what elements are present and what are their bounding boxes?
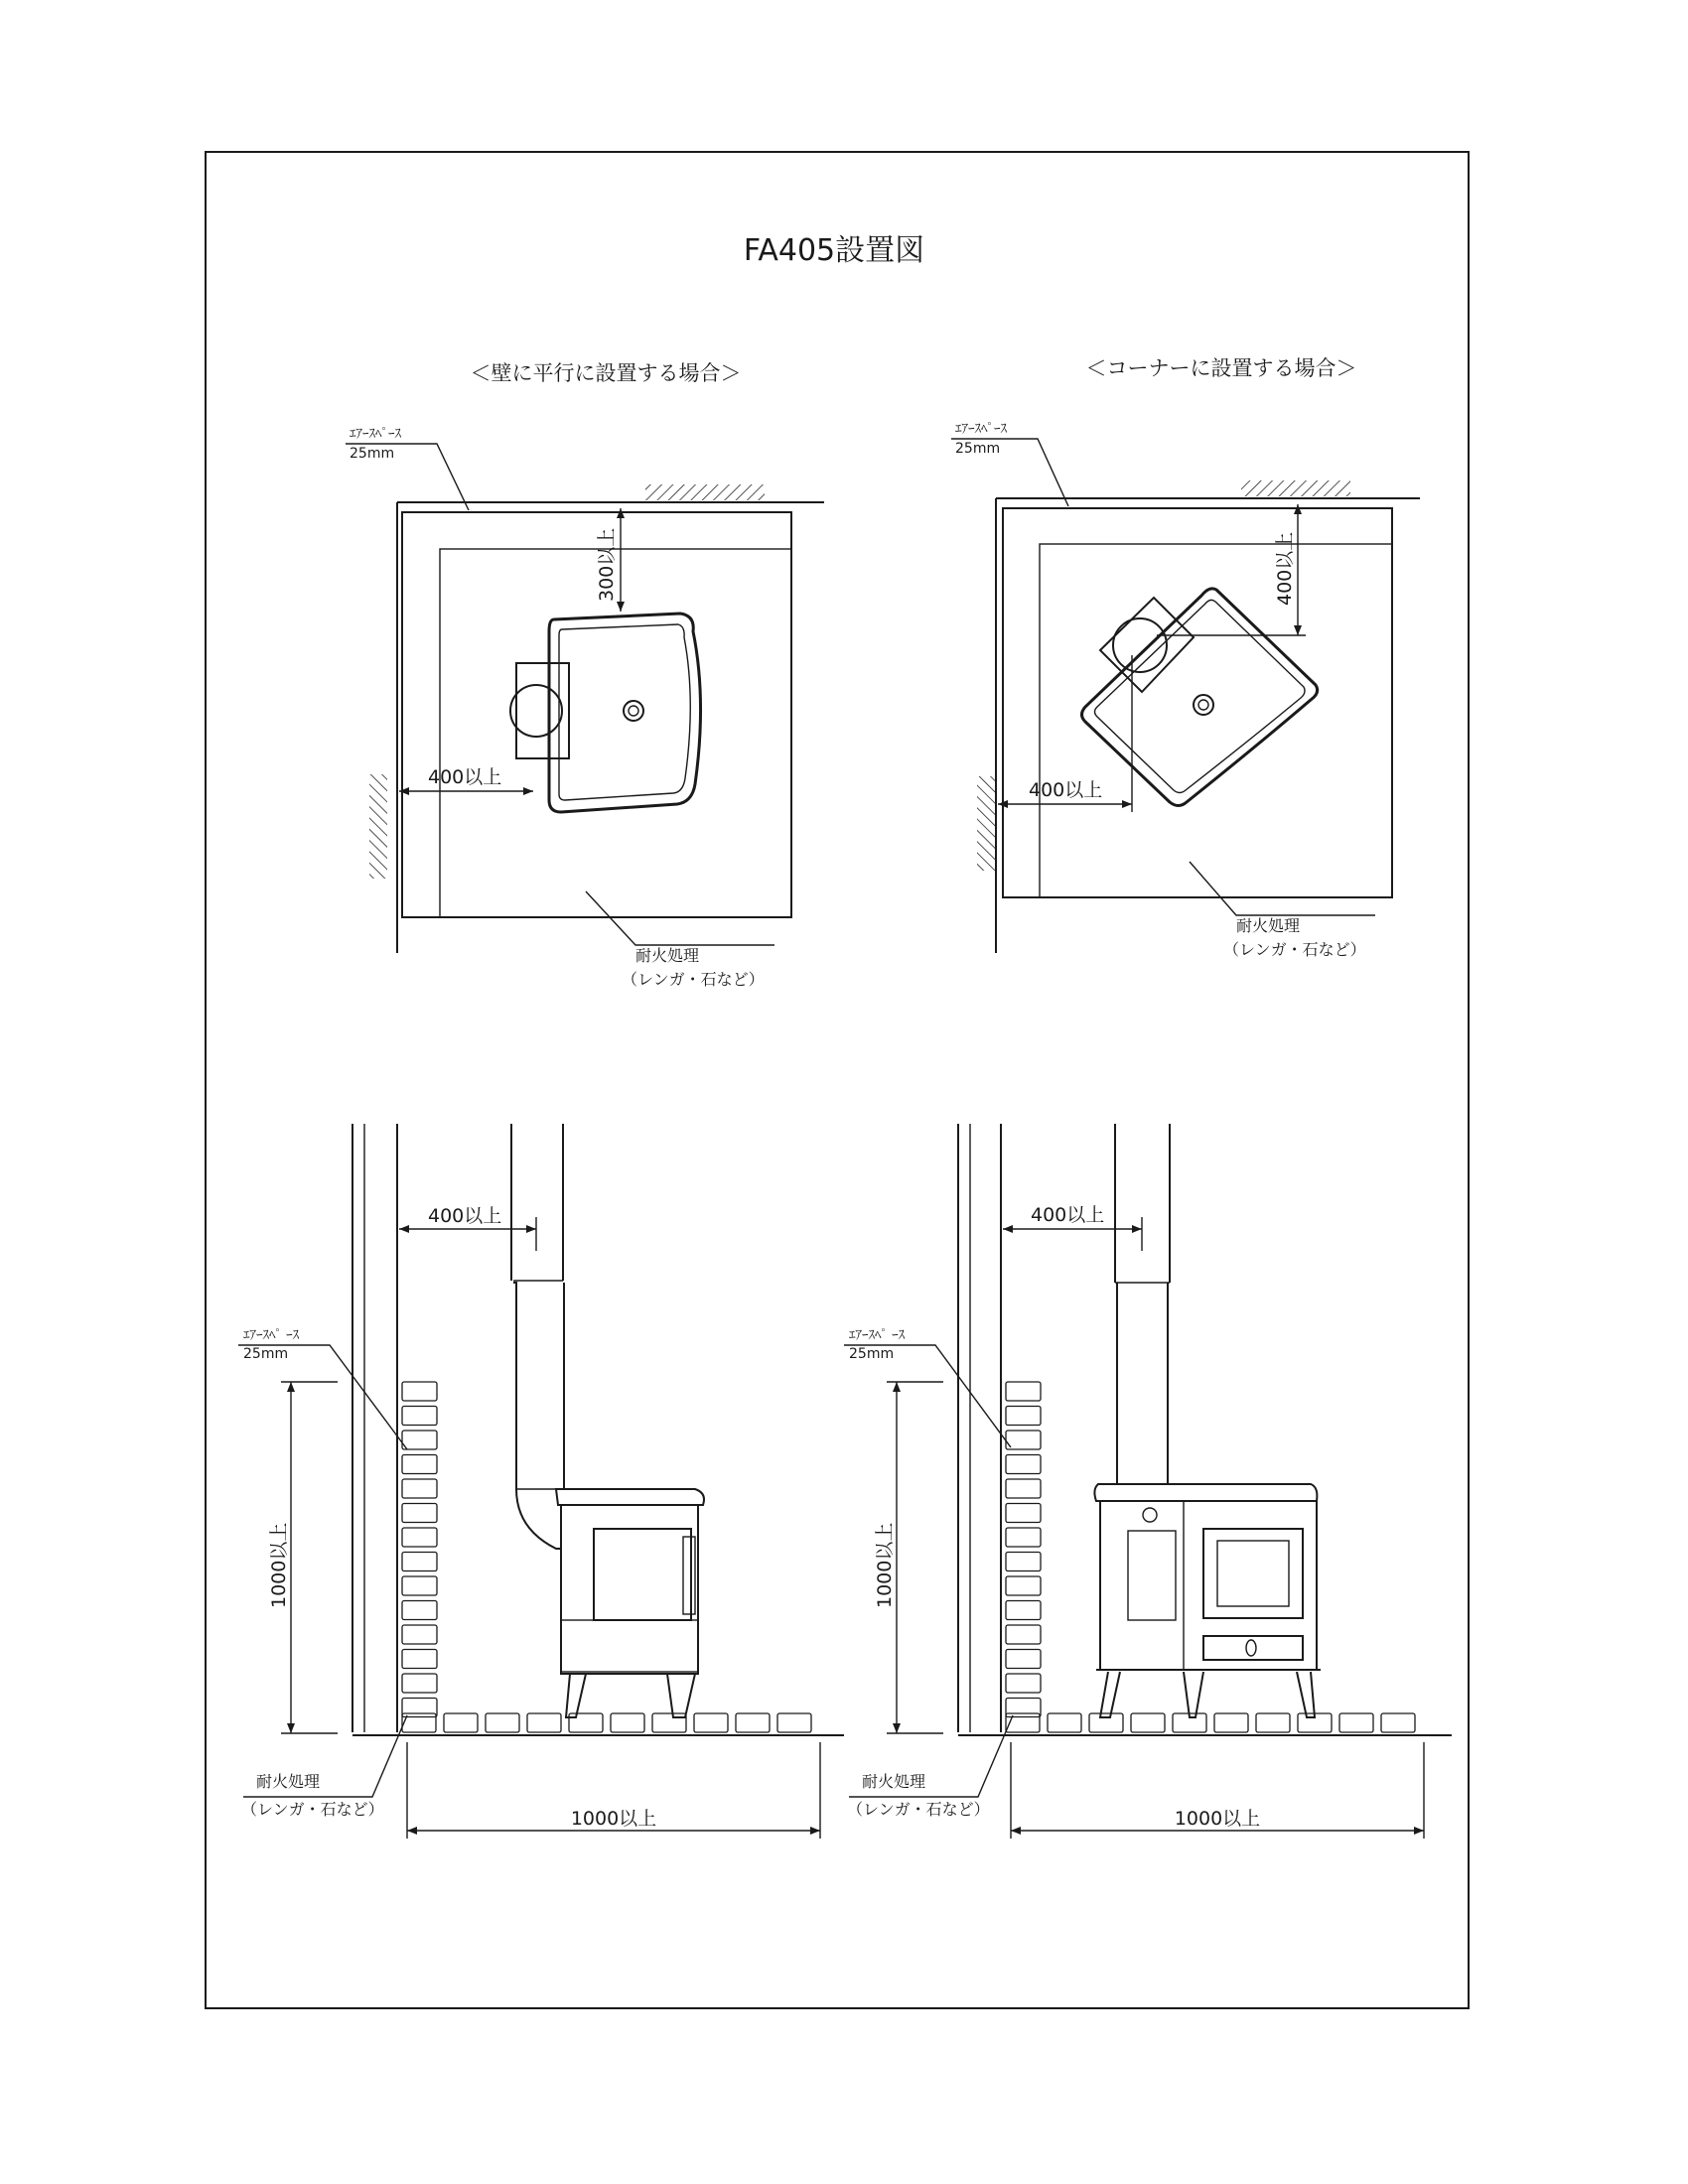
brick xyxy=(1006,1431,1041,1449)
corner-fireproof-inner xyxy=(1040,544,1392,897)
brick xyxy=(402,1455,437,1474)
parallel-air-space-label: ｴｱｰｽﾍﾟｰｽ xyxy=(350,427,401,442)
brick xyxy=(1006,1382,1041,1401)
front-floor-arrow-right xyxy=(1414,1827,1424,1835)
front-fireproof-label: 耐火処理 xyxy=(862,1772,926,1791)
side-top-arrow-left xyxy=(399,1225,409,1233)
parallel-back-clearance: 300以上 xyxy=(596,527,618,602)
parallel-side-arrow-left xyxy=(399,787,409,795)
brick xyxy=(402,1576,437,1595)
floor-brick xyxy=(527,1713,561,1732)
corner-wall-hatch-left xyxy=(977,776,995,871)
front-air-space-value: 25mm xyxy=(849,1346,895,1362)
side-air-space-label: ｴｱｰｽﾍﾟ ｰｽ xyxy=(243,1328,300,1343)
front-stove-leg-mid xyxy=(1184,1672,1203,1717)
floor-brick xyxy=(1256,1713,1290,1732)
parallel-side-clearance: 400以上 xyxy=(428,766,502,788)
brick xyxy=(1006,1650,1041,1669)
front-top-clearance: 400以上 xyxy=(1031,1204,1105,1226)
side-fireproof-label: 耐火処理 xyxy=(256,1772,321,1791)
floor-brick xyxy=(1214,1713,1248,1732)
corner-fireproof-outer xyxy=(1003,508,1392,897)
brick xyxy=(1006,1528,1041,1547)
side-floor-arrow-right xyxy=(810,1827,820,1835)
brick xyxy=(402,1431,437,1449)
front-stove-ashpan-handle xyxy=(1246,1640,1256,1656)
corner-back-clearance: 400以上 xyxy=(1274,531,1296,606)
brick xyxy=(402,1504,437,1523)
parallel-heading: ＜壁に平行に設置する場合＞ xyxy=(470,361,742,385)
front-top-arrow-right xyxy=(1132,1225,1142,1233)
corner-wall-hatch-top xyxy=(1241,480,1350,496)
parallel-fireproof-inner xyxy=(440,549,791,917)
front-floor-width: 1000以上 xyxy=(1174,1808,1261,1830)
side-stove-window xyxy=(594,1529,691,1620)
brick xyxy=(1006,1601,1041,1620)
plan-parallel xyxy=(346,361,824,989)
brick xyxy=(402,1674,437,1693)
brick xyxy=(402,1528,437,1547)
brick xyxy=(402,1479,437,1498)
front-stove-window-inner xyxy=(1217,1541,1289,1606)
parallel-air-space-value: 25mm xyxy=(350,446,395,462)
front-height: 1000以上 xyxy=(874,1522,896,1608)
parallel-flue-circle xyxy=(510,685,562,737)
front-floor-bricks xyxy=(1006,1713,1415,1732)
floor-brick xyxy=(1048,1713,1081,1732)
floor-brick xyxy=(569,1713,603,1732)
floor-brick xyxy=(611,1713,644,1732)
side-stove-base xyxy=(561,1620,698,1672)
side-floor-arrow-left xyxy=(407,1827,417,1835)
front-top-arrow-left xyxy=(1003,1225,1013,1233)
side-floor-bricks xyxy=(402,1713,811,1732)
parallel-fireproof-label: 耐火処理 xyxy=(635,946,700,965)
brick xyxy=(1006,1479,1041,1498)
floor-brick xyxy=(1381,1713,1415,1732)
corner-fireproof-label: 耐火処理 xyxy=(1236,916,1301,935)
floor-brick xyxy=(736,1713,770,1732)
corner-knob-inner xyxy=(1198,700,1208,710)
corner-stove-body xyxy=(1082,589,1318,806)
brick xyxy=(1006,1407,1041,1426)
brick xyxy=(402,1407,437,1426)
front-stove-leg-left xyxy=(1100,1672,1120,1717)
brick xyxy=(402,1601,437,1620)
front-floor-arrow-left xyxy=(1011,1827,1021,1835)
parallel-side-arrow-right xyxy=(523,787,533,795)
corner-knob-outer xyxy=(1194,695,1213,715)
side-stove-hinge xyxy=(683,1537,695,1614)
parallel-knob-inner xyxy=(629,706,638,716)
corner-flue-circle xyxy=(1113,618,1167,672)
front-fireproof-note: （レンガ・石など） xyxy=(847,1800,990,1819)
floor-brick xyxy=(694,1713,728,1732)
front-stove-top xyxy=(1094,1484,1317,1501)
elevation-side xyxy=(238,1124,844,1839)
front-brick-column xyxy=(1006,1382,1041,1717)
brick xyxy=(402,1553,437,1571)
parallel-fireproof-note: （レンガ・石など） xyxy=(622,970,765,989)
side-top-clearance: 400以上 xyxy=(428,1205,502,1227)
corner-fireproof-leader xyxy=(1190,862,1375,915)
brick xyxy=(402,1650,437,1669)
side-top-arrow-right xyxy=(526,1225,536,1233)
floor-brick xyxy=(1131,1713,1165,1732)
floor-brick xyxy=(486,1713,519,1732)
front-height-arrow-top xyxy=(893,1382,901,1392)
corner-fireproof-note: （レンガ・石など） xyxy=(1223,940,1366,959)
side-floor-width: 1000以上 xyxy=(570,1808,657,1830)
plan-corner xyxy=(951,356,1420,959)
side-brick-column xyxy=(402,1382,437,1717)
brick xyxy=(1006,1625,1041,1644)
parallel-wall-hatch-top xyxy=(645,484,765,500)
side-fireproof-note: （レンガ・石など） xyxy=(241,1800,384,1819)
side-pipe-elbow-left xyxy=(513,1283,561,1549)
brick xyxy=(1006,1576,1041,1595)
side-air-space-value: 25mm xyxy=(243,1346,289,1362)
brick xyxy=(1006,1455,1041,1474)
side-stove-leg-left xyxy=(566,1674,586,1717)
front-height-arrow-bottom xyxy=(893,1723,901,1733)
floor-brick xyxy=(1089,1713,1123,1732)
corner-heading: ＜コーナーに設置する場合＞ xyxy=(1085,356,1357,380)
front-stove-ashpan xyxy=(1203,1636,1303,1660)
side-stove-leg-right xyxy=(667,1674,695,1717)
front-stove-leg-right xyxy=(1297,1672,1315,1717)
front-stove-side-panel xyxy=(1128,1531,1176,1620)
brick xyxy=(1006,1674,1041,1693)
floor-brick xyxy=(777,1713,811,1732)
elevation-front xyxy=(844,1124,1452,1839)
parallel-wall-hatch-left xyxy=(369,774,387,879)
parallel-stove-body xyxy=(549,614,701,812)
side-stove-top xyxy=(556,1489,704,1505)
parallel-knob-outer xyxy=(624,701,643,721)
side-height-arrow-top xyxy=(287,1382,295,1392)
side-height-arrow-bottom xyxy=(287,1723,295,1733)
parallel-stove-top xyxy=(559,624,690,800)
drawing-title: FA405設置図 xyxy=(743,233,925,268)
front-stove-knob xyxy=(1143,1508,1157,1522)
floor-brick xyxy=(1339,1713,1373,1732)
corner-air-space-value: 25mm xyxy=(955,441,1001,457)
corner-back-arrow-bottom xyxy=(1294,625,1302,635)
corner-side-clearance: 400以上 xyxy=(1029,779,1103,801)
side-height: 1000以上 xyxy=(268,1522,290,1608)
brick xyxy=(402,1382,437,1401)
floor-brick xyxy=(652,1713,686,1732)
brick xyxy=(402,1625,437,1644)
side-stove-body xyxy=(561,1505,698,1674)
front-stove-window-outer xyxy=(1203,1529,1303,1618)
corner-side-arrow-right xyxy=(1122,800,1132,808)
brick xyxy=(1006,1504,1041,1523)
brick xyxy=(1006,1553,1041,1571)
parallel-back-arrow-bottom xyxy=(617,602,625,612)
floor-brick xyxy=(444,1713,478,1732)
corner-air-space-label: ｴｱｰｽﾍﾟｰｽ xyxy=(955,422,1007,437)
front-stove-body xyxy=(1100,1501,1317,1670)
front-air-space-label: ｴｱｰｽﾍﾟ ｰｽ xyxy=(849,1328,906,1343)
